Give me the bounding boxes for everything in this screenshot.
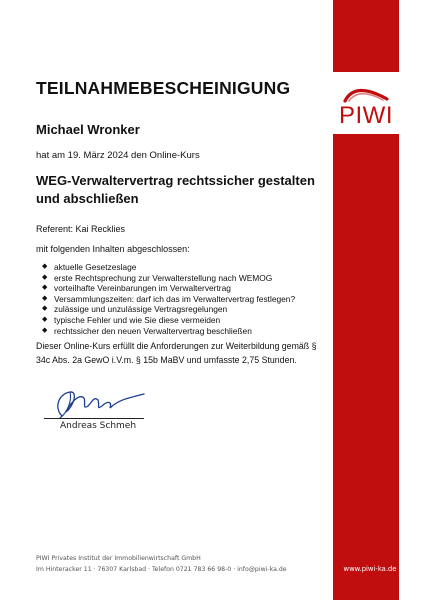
list-item: ◆ aktuelle Gesetzeslage — [42, 262, 137, 272]
bullet-icon: ◆ — [42, 263, 48, 270]
list-item: ◆ zulässige und unzulässige Vertragsregelungen — [42, 304, 228, 315]
list-item: ◆ rechtssicher den neuen Verwaltervertrag beschließen — [42, 325, 252, 336]
completion-date-line: hat am 19. März 2024 den Online-Kurs — [36, 150, 200, 161]
course-title: WEG-Verwaltervertrag rechtssicher gestalten und abschließen — [36, 173, 315, 206]
certificate-title: TEILNAHMEBESCHEINIGUNG — [36, 78, 291, 98]
footer-website: www.piwi-ka.de — [343, 565, 397, 573]
logo-arc-icon — [343, 79, 389, 103]
fulfilment-statement: Dieser Online-Kurs erfüllt die Anforderungen zur Weiterbildung gemäß § 34c Abs. 2a GewO i.V.m. § 15b MaBV und umfasste 2,75 Stunden. — [36, 341, 317, 365]
list-item: ◆ erste Rechtsprechung zur Verwalterstellung nach WEMOG — [42, 272, 273, 283]
list-item: ◆ typische Fehler und wie Sie diese vermeiden — [42, 314, 221, 325]
signature-line — [44, 418, 144, 419]
topics-list — [36, 262, 328, 336]
bullet-icon: ◆ — [42, 294, 48, 302]
bullet-icon: ◆ — [42, 315, 48, 323]
referent-line: Referent: Kai Recklies — [36, 224, 126, 234]
bullet-icon: ◆ — [42, 326, 48, 334]
list-item: ◆ vorteilhafte Vereinbarungen im Verwaltervertrag — [42, 283, 231, 294]
bullet-icon: ◆ — [42, 273, 48, 281]
topics-intro: mit folgenden Inhalten abgeschlossen: — [36, 244, 190, 254]
signatory-name: Andreas Schmeh — [60, 421, 137, 431]
bullet-icon: ◆ — [42, 284, 48, 292]
footer-address: Im Hinteracker 11 · 76307 Karlsbad · Telefon 0721 783 66 98-0 · info@piwi-ka.de — [36, 566, 287, 573]
recipient-name: Michael Wronker — [36, 122, 140, 137]
signature-icon — [48, 386, 148, 420]
list-item: ◆ Versammlungszeiten: darf ich das im Verwaltervertrag festlegen? — [42, 293, 296, 304]
bullet-icon: ◆ — [42, 305, 48, 313]
footer-company: PIWI Privates Institut der Immobilienwirtschaft GmbH — [36, 555, 201, 562]
logo-text: PIWI — [339, 102, 393, 129]
